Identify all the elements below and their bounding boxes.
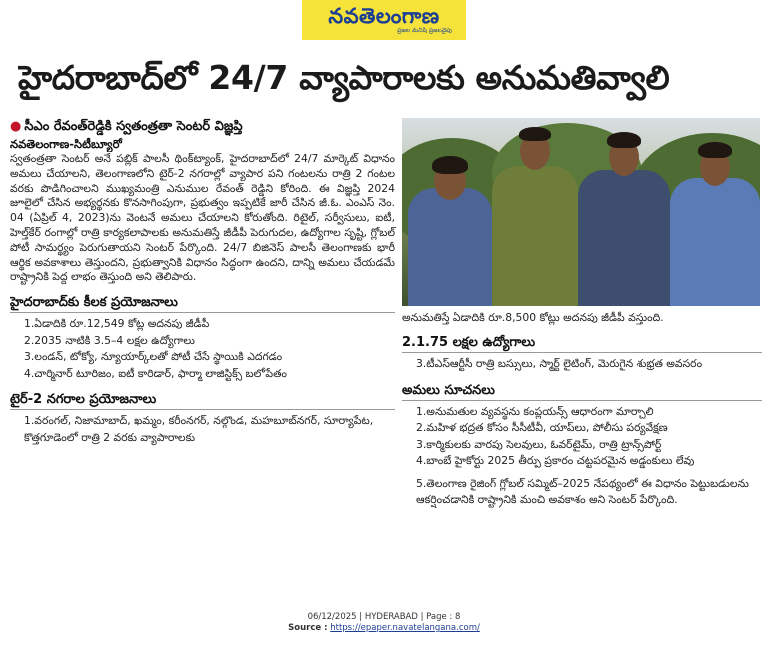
tier2-benefits-list [10, 413, 395, 446]
list-item: 1.అనుమతుల వ్యవస్థను కంప్లయన్స్ ఆధారంగా మార్చాలి [416, 404, 654, 418]
footer [0, 612, 768, 634]
implementation-list [402, 404, 762, 509]
person-figure [408, 146, 492, 306]
continuation-text: అనుమతిస్తే ఏడాదికి రూ.8,500 కోట్లు అదనపు జీడీపీ వస్తుంది. [402, 311, 664, 324]
hyderabad-benefits-list [10, 316, 395, 382]
bullet-icon: ● [10, 119, 22, 134]
subhead-tier2: టైర్-2 నగరాల ప్రయోజనాలు [10, 391, 395, 410]
kicker [10, 118, 395, 136]
footer-source [0, 623, 768, 634]
list-item: 2.2035 నాటికి 3.5–4 లక్షల ఉద్యోగాలు [24, 333, 195, 347]
list-item: 5.తెలంగాణ రైజింగ్ గ్లోబల్ సమ్మిట్–2025 నేపథ్యంలో ఈ విధానం పెట్టుబడులను ఆకర్షించడానికి రాష్ట్రానికి మంచి అవకాశం అని సెంటర్ పేర్కొంది. [416, 476, 749, 506]
logo-text: నవతెలంగాణ [328, 4, 440, 28]
list-item: 1.ఏడాదికి రూ.12,549 కోట్ల అదనపు జీడీపీ [24, 317, 210, 331]
kicker-text: సీఎం రేవంత్‌రెడ్డికి స్వతంత్రతా సెంటర్ విజ్ఞప్తి [24, 119, 243, 134]
subhead-implementation: అమలు సూచనలు [402, 382, 762, 401]
list-item: 2.మహిళ భద్రత కోసం సీసీటీవీ, యాప్‌లు, పోలీసు పర్యవేక్షణ [416, 421, 668, 434]
list-item: 3.లండన్, టోక్యో, న్యూయార్క్‌లతో పోటీ చేసే స్థాయికి ఎదగడం [24, 350, 283, 364]
person-figure [492, 126, 578, 306]
intro-paragraph: స్వతంత్రతా సెంటర్ అనే పబ్లిక్ పాలసీ థింక్‌ట్యాంక్, హైదరాబాద్‌లో 24/7 మార్కెట్ విధానం అమలు చేయాలని, తెలంగాణలోని టైర్-2 నగరాల్లో వ్యాపార పని గంటలను రాత్రి 2 గంటల వరకు పొడిగించాలని ముఖ్యమంత్రి ఎనుముల రేవంత్ రెడ్డిని కోరింది. ఈ విజ్ఞప్తి 2024 జూలైలో చేసిన అభ్యర్థనకు కొనసాగింపుగా, ప్రభుత్వం ఇప్పటికే జారీ చేసిన జీ.ఓ. ఎంఎస్ నెం. 04 (ఏప్రిల్ 4, 2023)ను వెంటనే అమలు చేయాలని కోరుతోంది. రిటైల్, సర్వీసులు, ఐటీ, హెల్త్‌కేర్ రంగాల్లో రాత్రి కార్యకలాపాలకు అనుమతిస్తే జీడీపీ పెరుగుదల, ఉద్యోగాల సృష్టి, గ్లోబల్ పోటీ సామర్థ్యం పెరుగుతాయని సెంటర్ పేర్కొంది. 24/7 బిజినెస్ పాలసీ తెలంగాణకు భారీ ఆర్థిక అవకాశాలు తెస్తుందని, ప్రభుత్వానికి విధానం సిద్ధంగా ఉందని, దాన్ని అమలు చేయడమే రాష్ట్రానికి పెద్ద లాభం తెస్తుంది అని తెలిపారు. [10, 152, 395, 284]
list-item: 1.వరంగల్, నిజామాబాద్, ఖమ్మం, కరీంనగర్, నల్గొండ, మహబూబ్‌నగర్, సూర్యాపేట, కొత్తగూడెంలో రాత్రి 2 వరకు వ్యాపారాలకు [24, 414, 374, 444]
headline: హైదరాబాద్‌లో 24/7 వ్యాపారాలకు అనుమతివ్వాలి [18, 58, 670, 97]
left-column [10, 118, 395, 446]
right-column [402, 118, 762, 509]
person-figure [670, 138, 760, 306]
footer-meta: 06/12/2025 | HYDERABAD | Page : 8 [307, 612, 461, 622]
jobs-list [402, 356, 762, 373]
list-item: 4.బాంబే హైకోర్టు 2025 తీర్పు ప్రకారం చట్టపరమైన అడ్డంకులు లేవు [416, 454, 695, 467]
subhead-jobs: 2.1.75 లక్షల ఉద్యోగాలు [402, 334, 762, 353]
masthead-logo [302, 0, 466, 40]
person-figure [578, 130, 670, 306]
list-item: 3.కార్మికులకు వారపు సెలవులు, ఓవర్‌టైమ్, రాత్రి ట్రాన్స్‌పోర్ట్ [416, 437, 662, 451]
subhead-hyderabad: హైదరాబాద్‌కు కీలక ప్రయోజనాలు [10, 294, 395, 313]
byline: నవతెలంగాణ-సిటీబ్యూరో [10, 137, 122, 151]
list-item: 4.చార్మినార్ టూరిజం, ఐటీ కారిడార్, ఫార్మా లాజిస్టిక్స్ బలోపేతం [24, 366, 287, 380]
source-label: Source : [288, 623, 328, 633]
source-link[interactable]: https://epaper.navatelangana.com/ [330, 623, 480, 633]
list-item: 3.టీఎస్ఆర్టీసీ రాత్రి బస్సులు, స్మార్ట్ లైటింగ్, మెరుగైన శుభ్రత అవసరం [416, 357, 703, 370]
group-photo [402, 118, 760, 306]
logo-tagline: ప్రజల మనిషి ప్రజలవైపు [397, 27, 452, 34]
